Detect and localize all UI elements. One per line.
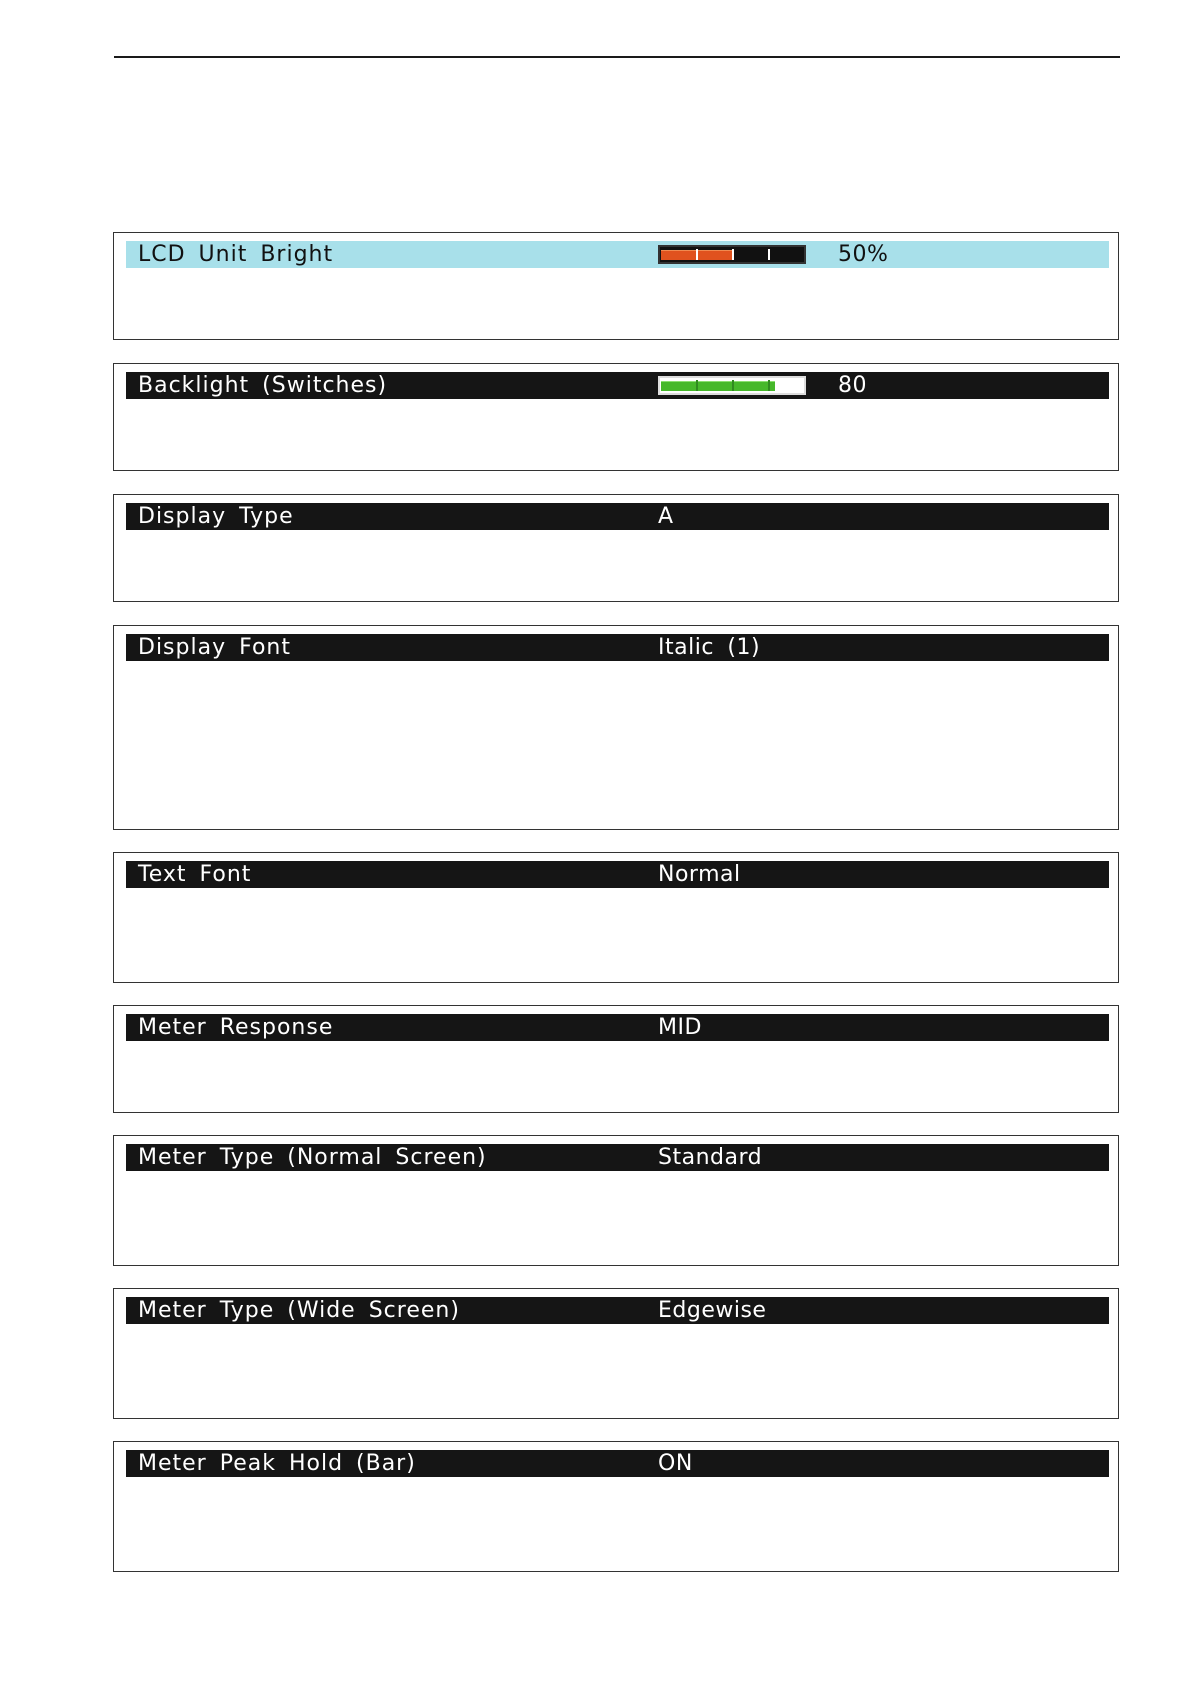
setting-row-display-font[interactable] (126, 634, 1109, 661)
setting-label: LCD Unit Bright (138, 242, 334, 267)
meter-tick (768, 380, 770, 391)
header-rule (114, 56, 1120, 58)
setting-panel-backlight-switches (113, 363, 1119, 471)
setting-panel-display-font (113, 625, 1119, 830)
setting-row-backlight-switches[interactable] (126, 372, 1109, 399)
setting-panel-meter-response (113, 1005, 1119, 1113)
setting-panel-meter-type-normal (113, 1135, 1119, 1266)
meter-tick (696, 249, 698, 260)
setting-row-display-type[interactable] (126, 503, 1109, 530)
setting-row-meter-type-wide[interactable] (126, 1297, 1109, 1324)
setting-row-meter-response[interactable] (126, 1014, 1109, 1041)
setting-panel-lcd-unit-bright (113, 232, 1119, 340)
setting-row-meter-peak-hold[interactable] (126, 1450, 1109, 1477)
setting-label: Display Font (138, 635, 291, 660)
setting-label: Meter Type (Wide Screen) (138, 1298, 460, 1323)
setting-value: Edgewise (658, 1298, 767, 1323)
meter-fill (661, 381, 775, 391)
setting-label: Meter Response (138, 1015, 334, 1040)
setting-value: Normal (658, 862, 741, 887)
meter-tick (696, 380, 698, 391)
setting-panel-meter-type-wide (113, 1288, 1119, 1419)
setting-value: Standard (658, 1145, 763, 1170)
setting-value: 50% (838, 242, 889, 267)
setting-label: Meter Peak Hold (Bar) (138, 1451, 416, 1476)
setting-row-text-font[interactable] (126, 861, 1109, 888)
setting-label: Backlight (Switches) (138, 373, 388, 398)
setting-value: MID (658, 1015, 702, 1040)
meter-tick (732, 249, 734, 260)
lcd-bright-level-meter (658, 245, 806, 264)
setting-panel-meter-peak-hold (113, 1441, 1119, 1572)
setting-row-meter-type-normal[interactable] (126, 1144, 1109, 1171)
meter-tick (732, 380, 734, 391)
setting-label: Text Font (138, 862, 252, 887)
backlight-level-meter (658, 376, 806, 395)
setting-panel-text-font (113, 852, 1119, 983)
setting-value: 80 (838, 373, 867, 398)
setting-panel-display-type (113, 494, 1119, 602)
setting-value: ON (658, 1451, 693, 1476)
setting-label: Meter Type (Normal Screen) (138, 1145, 487, 1170)
setting-row-lcd-unit-bright[interactable] (126, 241, 1109, 268)
setting-label: Display Type (138, 504, 294, 529)
setting-value: Italic (1) (658, 635, 761, 660)
meter-tick (768, 249, 770, 260)
setting-value: A (658, 504, 674, 529)
